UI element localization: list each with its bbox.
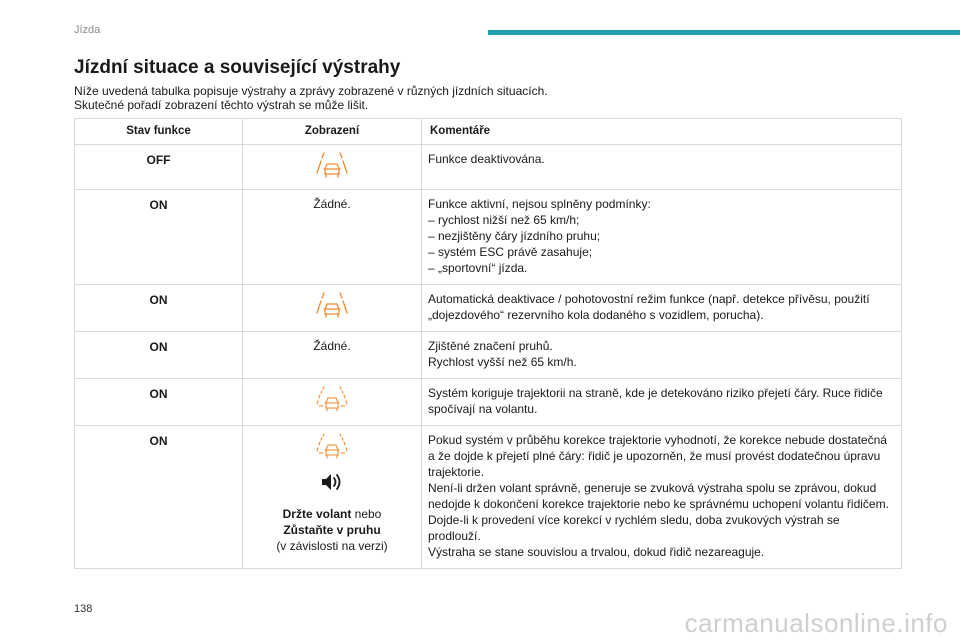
- state-cell: ON: [75, 285, 243, 332]
- warning-connector: nebo: [351, 507, 382, 521]
- header-accent-bar: [488, 30, 960, 35]
- state-cell: ON: [75, 190, 243, 285]
- table-row: [75, 379, 902, 426]
- comment-line: trajektorie.: [428, 465, 485, 479]
- header-display: Zobrazení: [243, 119, 422, 145]
- display-cell: [243, 285, 422, 332]
- page-number: 138: [74, 603, 93, 615]
- watermark: carmanualsonline.info: [684, 608, 948, 638]
- comment-cell: [422, 332, 902, 379]
- display-cell: [243, 426, 422, 569]
- comment-line: – „sportovní“ jízda.: [428, 261, 528, 275]
- warning-bold-1: Držte volant: [282, 507, 352, 521]
- header-comment: Komentáře: [422, 119, 902, 145]
- comment-cell: [422, 190, 902, 285]
- section-label: Jízda: [74, 24, 101, 36]
- warning-line-2: [251, 522, 413, 538]
- comment-line: – nezjištěny čáry jízdního pruhu;: [428, 229, 601, 243]
- warning-message: [251, 506, 413, 554]
- warning-note: (v závislosti na verzi): [276, 539, 388, 553]
- comment-line: Funkce aktivní, nejsou splněny podmínky:: [428, 197, 651, 211]
- table-row: [75, 190, 902, 285]
- intro-line-2: Skutečné pořadí zobrazení těchto výstrah se může lišit.: [74, 98, 369, 112]
- table-header-row: [75, 119, 902, 145]
- comment-cell: [422, 285, 902, 332]
- table-row: [75, 426, 902, 569]
- display-cell: Žádné.: [243, 190, 422, 285]
- warning-line-1: [251, 506, 413, 522]
- table-row: [75, 145, 902, 190]
- state-cell: ON: [75, 332, 243, 379]
- comment-line: Automatická deaktivace / pohotovostní režim funkce (např. detekce přívěsu, použití: [428, 292, 870, 306]
- page-title: Jízdní situace a související výstrahy: [74, 57, 401, 78]
- comment-line: Dojde-li k provedení více korekcí v rychlém sledu, doba zvukových výstrah se prodlouží.: [428, 513, 840, 543]
- comment-line: – systém ESC právě zasahuje;: [428, 245, 593, 259]
- warnings-table: [74, 118, 902, 569]
- state-cell: ON: [75, 426, 243, 569]
- state-cell: ON: [75, 379, 243, 426]
- comment-line: Pokud systém v průběhu korekce trajektorie vyhodnotí, že korekce nebude dostatečná: [428, 433, 887, 447]
- comment-line: – rychlost nižší než 65 km/h;: [428, 213, 580, 227]
- state-cell: OFF: [75, 145, 243, 190]
- comment-line: Není-li držen volant správně, generuje se zvuková výstraha spolu se zprávou, dokud: [428, 481, 877, 495]
- display-cell: [243, 145, 422, 190]
- lane-correction-active-icon: [315, 385, 349, 415]
- comment-line: spočívají na volantu.: [428, 402, 538, 416]
- comment-cell: [422, 426, 902, 569]
- warning-bold-2: Zůstaňte v pruhu: [283, 523, 381, 537]
- display-cell: [243, 379, 422, 426]
- comment-line: a že dojde k přejetí plné čáry: řidič je upozorněn, že musí provést dodatečnou úpravu: [428, 449, 881, 463]
- comment-line: Rychlost vyšší než 65 km/h.: [428, 355, 577, 369]
- display-cell: Žádné.: [243, 332, 422, 379]
- intro-line-1: Níže uvedená tabulka popisuje výstrahy a zprávy zobrazené v různých jízdních situacích.: [74, 84, 548, 98]
- table-row: [75, 285, 902, 332]
- lane-correction-active-icon: [315, 432, 349, 462]
- intro-text: [74, 84, 894, 112]
- comment-line: nedojde k dokončení korekce trajektorie nebo ke správnému uchopení volantu řidičem.: [428, 497, 889, 511]
- lane-warning-standby-icon: [315, 291, 349, 321]
- comment-line: Výstraha se stane souvislou a trvalou, dokud řidič nezareaguje.: [428, 545, 765, 559]
- comment-cell: [422, 379, 902, 426]
- speaker-sound-icon: [320, 472, 344, 492]
- lane-warning-off-icon: [315, 151, 349, 181]
- comment-line: Zjištěné značení pruhů.: [428, 339, 553, 353]
- header-state: Stav funkce: [75, 119, 243, 145]
- table-row: [75, 332, 902, 379]
- comment-line: Systém koriguje trajektorii na straně, kde je detekováno riziko přejetí čáry. Ruce řidiče: [428, 386, 883, 400]
- comment-line: Funkce deaktivována.: [428, 152, 545, 166]
- comment-cell: [422, 145, 902, 190]
- comment-line: „dojezdového“ rezervního kola dodaného s vozidlem, porucha).: [428, 308, 764, 322]
